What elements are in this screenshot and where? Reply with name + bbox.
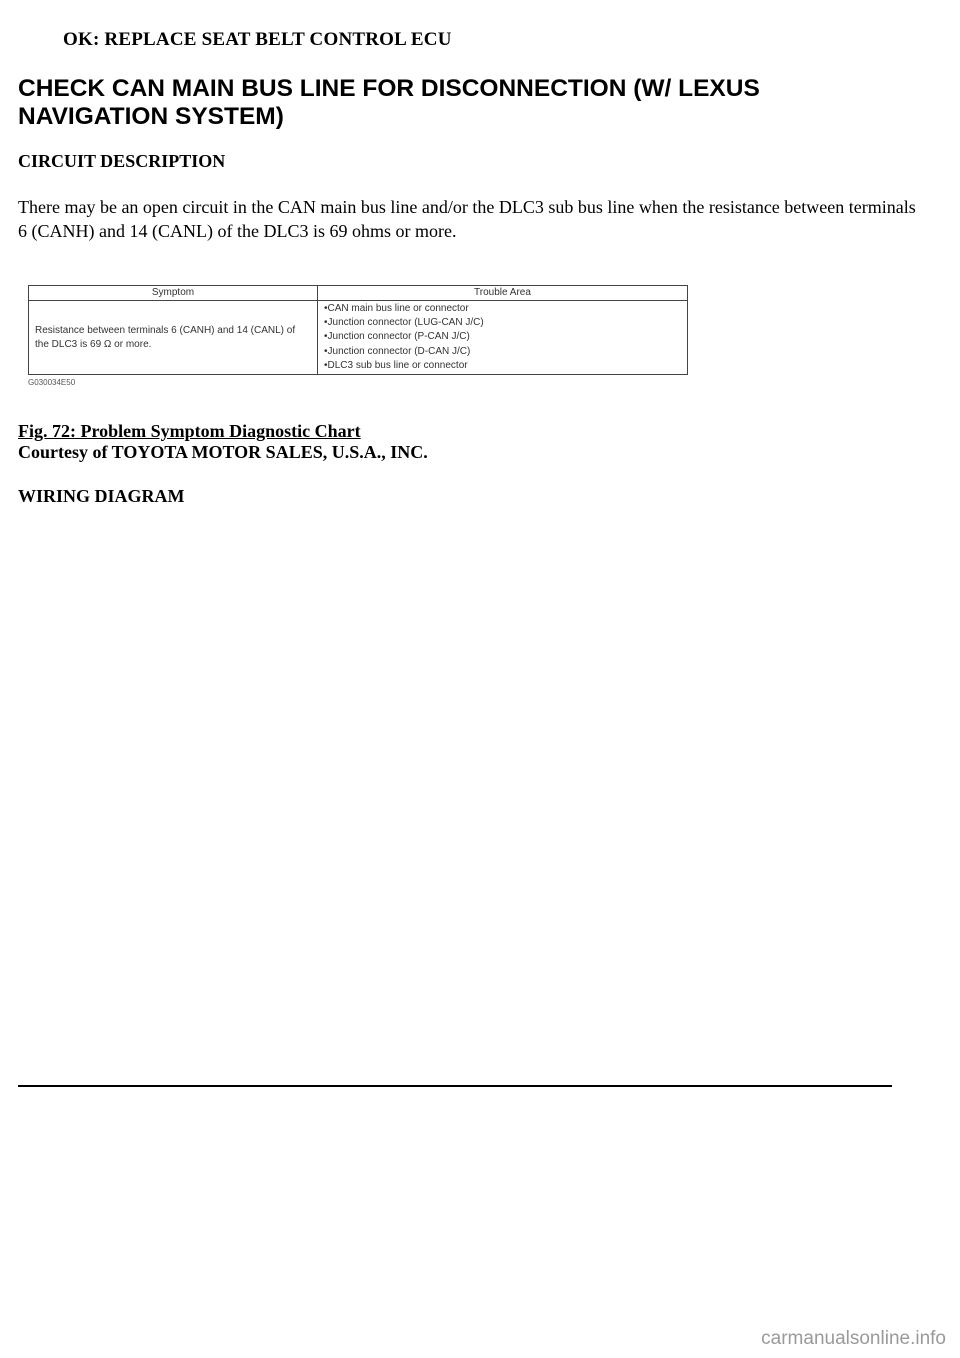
trouble-area-item: •CAN main bus line or connector (324, 303, 469, 314)
circuit-description-text: There may be an open circuit in the CAN main bus line and/or the DLC3 sub bus line when the resistance between terminals 6 (CANH) and 14 (CANL) of the DLC3 is 69 ohms or more. (18, 197, 916, 241)
wiring-diagram-heading: WIRING DIAGRAM (18, 486, 185, 506)
table-header-row (29, 286, 688, 301)
trouble-area-cell (318, 301, 688, 375)
ok-action-line: OK: REPLACE SEAT BELT CONTROL ECU (63, 29, 452, 50)
table-header-trouble-area: Trouble Area (318, 286, 688, 301)
trouble-area-item: •Junction connector (P-CAN J/C) (324, 331, 470, 343)
site-watermark: carmanualsonline.info (761, 1328, 946, 1349)
trouble-area-item: •Junction connector (LUG-CAN J/C) (324, 317, 484, 329)
table-row (29, 301, 688, 375)
circuit-description-heading: CIRCUIT DESCRIPTION (18, 151, 226, 171)
page-divider (18, 1085, 892, 1087)
trouble-area-item: •DLC3 sub bus line or connector (324, 359, 468, 371)
symptom-cell: Resistance between terminals 6 (CANH) and 14 (CANL) of the DLC3 is 69 Ω or more. (29, 301, 318, 375)
table-header-symptom: Symptom (29, 286, 318, 301)
figure-code: G030034E50 (28, 378, 76, 387)
trouble-area-item: •Junction connector (D-CAN J/C) (324, 345, 471, 357)
figure-courtesy: Courtesy of TOYOTA MOTOR SALES, U.S.A., INC. (18, 442, 428, 462)
problem-symptom-table (28, 285, 688, 375)
figure-caption-link[interactable]: Fig. 72: Problem Symptom Diagnostic Chart (18, 421, 361, 441)
page-title: CHECK CAN MAIN BUS LINE FOR DISCONNECTION (W/ LEXUS NAVIGATION SYSTEM) (18, 75, 760, 130)
